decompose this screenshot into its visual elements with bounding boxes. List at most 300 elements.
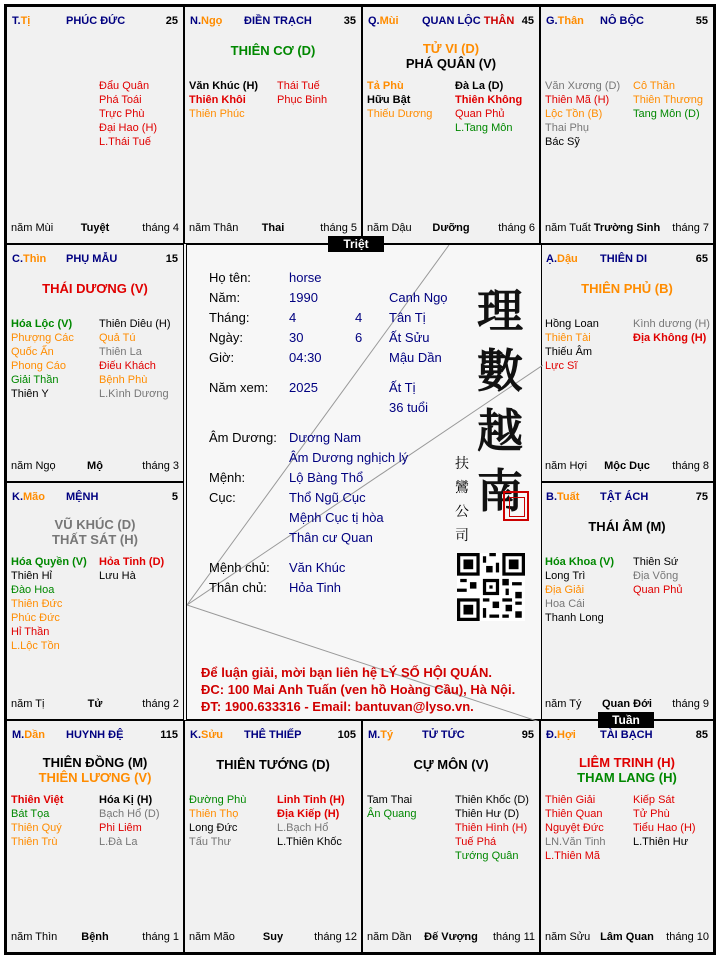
value-menh: Lộ Bàng Thổ [289, 470, 364, 485]
palace-stage: Lâm Quan [600, 931, 654, 943]
palace-position: N. [190, 15, 201, 27]
palace-stage: Dưỡng [432, 222, 470, 234]
minor-star: Đào Hoa [11, 584, 55, 596]
minor-star: Trực Phù [99, 108, 145, 120]
minor-star: Thiên Trù [11, 836, 58, 848]
main-star: VŨ KHÚC (D) [54, 517, 136, 532]
palace-footer [11, 460, 179, 473]
palace-branch: Dậu [557, 253, 578, 265]
palace-number: 115 [160, 729, 178, 741]
seal-stamp-icon [503, 491, 529, 521]
palace-dan[interactable] [6, 720, 184, 953]
palace-month: tháng 1 [142, 931, 179, 943]
palace-branch: Tuất [557, 491, 580, 503]
minor-star: L.Bạch Hổ [277, 822, 329, 834]
palace-footer [545, 460, 709, 473]
minor-star: Thiên Mã (H) [545, 94, 610, 106]
tag-tuan: Tuần [598, 712, 654, 728]
minor-star: Địa Không (H) [633, 332, 707, 344]
left-stars [545, 555, 614, 625]
value-cuc-note2: Thân cư Quan [289, 530, 373, 545]
minor-star: Thiên Tài [545, 332, 591, 344]
palace-year: năm Hợi [545, 460, 588, 472]
minor-star: Hoa Cái [545, 598, 585, 610]
value-day: 30 [289, 330, 304, 345]
palace-name: TỬ TỨC [422, 729, 465, 741]
palace-year: năm Mão [189, 931, 235, 943]
minor-star: Thiên Đức [11, 598, 63, 610]
right-stars [633, 317, 710, 345]
palace-stage: Mộ [87, 460, 103, 472]
palace-position: B. [546, 491, 557, 503]
palace-number: 25 [165, 15, 178, 27]
seal-char-3: 公 [455, 504, 469, 520]
minor-star: Thiên La [99, 346, 142, 358]
minor-star: Điếu Khách [99, 360, 156, 372]
palace-mao[interactable] [6, 482, 184, 720]
calligraphy-char-4: 南 [477, 464, 523, 518]
value-year-lunar: Canh Ngọ [389, 290, 448, 305]
value-month: 4 [289, 310, 297, 325]
minor-star: Quan Phủ [455, 108, 505, 120]
palace-number: 55 [695, 15, 708, 27]
value-amduong-note: Âm Dương nghịch lý [289, 450, 409, 465]
palace-footer [11, 222, 179, 235]
minor-star: Tướng Quân [455, 850, 519, 862]
palace-number: 5 [171, 491, 178, 503]
minor-star: Lưu Hà [99, 570, 136, 582]
value-age: 36 tuổi [389, 400, 429, 415]
minor-star: Thai Phụ [545, 122, 590, 134]
minor-star: Cô Thần [633, 80, 675, 92]
seal-char-2: 鸞 [455, 480, 469, 496]
palace-number: 45 [521, 15, 534, 27]
right-stars [277, 79, 327, 107]
palace-name: ĐIỀN TRẠCH [244, 15, 312, 27]
right-stars [455, 79, 522, 135]
minor-star: Thiên Thương [633, 94, 704, 106]
palace-year: năm Mùi [11, 222, 54, 234]
palace-year: năm Thân [189, 222, 239, 234]
label-month: Tháng: [209, 310, 250, 325]
minor-star: Hữu Bật [367, 94, 411, 106]
minor-star: Bát Tọa [11, 808, 50, 820]
minor-star: Tiểu Hao (H) [633, 822, 696, 834]
minor-star: Phi Liêm [99, 822, 142, 834]
minor-star: L.Thiên Khốc [277, 836, 342, 848]
minor-star: Thiên Việt [11, 794, 64, 806]
palace-branch: Tý [380, 729, 394, 741]
minor-star: Địa Võng [633, 570, 679, 582]
palace-name: TÀI BẠCH [600, 729, 653, 741]
palace-name: PHÚC ĐỨC [66, 15, 126, 27]
palace-header [12, 15, 178, 29]
palace-position: K. [190, 729, 201, 741]
palace-ngo[interactable] [184, 6, 362, 244]
palace-footer [189, 222, 357, 235]
label-menh: Mệnh: [209, 470, 246, 485]
main-star: THIÊN TƯỚNG (D) [216, 757, 330, 772]
palace-stage: Tử [87, 698, 103, 710]
palace-month: tháng 5 [320, 222, 357, 234]
minor-star: Long Trì [545, 570, 586, 582]
palace-branch: Sửu [201, 729, 224, 741]
palace-mui[interactable] [362, 6, 540, 244]
palace-branch: Dần [24, 729, 46, 741]
minor-star: LN.Văn Tinh [545, 836, 606, 848]
minor-star: Nguyệt Đức [545, 822, 604, 834]
minor-star: Quả Tú [99, 332, 136, 344]
palace-number: 65 [695, 253, 708, 265]
label-amduong: Âm Dương: [209, 430, 277, 445]
palace-month: tháng 4 [142, 222, 179, 234]
minor-star: Thiên Diêu (H) [99, 318, 171, 330]
palace-footer [189, 931, 357, 944]
minor-star: Thiếu Âm [545, 346, 593, 358]
left-stars [11, 793, 63, 849]
left-stars [545, 793, 606, 863]
minor-star: Đẩu Quân [99, 80, 150, 92]
minor-star: Quan Phủ [633, 584, 683, 596]
palace-header [12, 491, 178, 505]
palace-footer [545, 931, 709, 944]
palace-name: THÊ THIẾP [244, 729, 302, 741]
palace-stage: Suy [262, 931, 284, 943]
palace-month: tháng 12 [314, 931, 357, 943]
minor-star: Tử Phù [633, 808, 670, 820]
label-than-chu: Thân chủ: [209, 580, 267, 595]
minor-star: Thanh Long [545, 612, 604, 624]
minor-star: Ân Quang [367, 808, 417, 820]
right-stars [633, 79, 703, 121]
contact-line-1: Để luận giải, mời bạn liên hệ LÝ SỐ HỘI QUÁN. [201, 665, 492, 680]
minor-star: Đại Hao (H) [99, 122, 158, 134]
main-star: THIÊN PHỦ (B) [581, 281, 673, 296]
minor-star: Đà La (D) [455, 80, 504, 92]
minor-star: Địa Giải [545, 584, 585, 596]
value-view-year: 2025 [289, 380, 318, 395]
palace-header [368, 15, 534, 29]
palace-position: K. [12, 491, 23, 503]
palace-name: TẬT ÁCH [600, 491, 649, 503]
main-star: CỰ MÔN (V) [413, 757, 489, 772]
minor-star: Thiên Khốc (D) [455, 794, 529, 806]
value-month-lunar: Tân Tị [389, 310, 426, 325]
minor-star: Tấu Thư [189, 836, 232, 848]
value-amduong: Dương Nam [289, 430, 362, 445]
main-star: PHÁ QUÂN (V) [405, 56, 497, 71]
main-star: LIÊM TRINH (H) [578, 755, 676, 770]
palace-month: tháng 2 [142, 698, 179, 710]
palace-year: năm Dần [367, 931, 412, 943]
minor-star: Thiên Không [455, 94, 523, 106]
palace-stage: Bệnh [81, 931, 109, 943]
left-stars [545, 79, 620, 149]
palace-stage: Thai [261, 222, 285, 234]
minor-star: Lộc Tồn (B) [545, 108, 603, 120]
palace-header [12, 729, 178, 743]
palace-month: tháng 11 [492, 931, 535, 943]
palace-month: tháng 6 [498, 222, 535, 234]
palace-position: Đ. [546, 729, 557, 741]
palace-number: 85 [695, 729, 708, 741]
minor-star: Phục Binh [277, 94, 328, 106]
palace-footer [11, 698, 179, 711]
palace-year: năm Tị [11, 698, 45, 710]
value-day-lunar: Ất Sửu [389, 330, 430, 345]
palace-branch: Mão [23, 491, 45, 503]
minor-star: Hóa Lộc (V) [11, 318, 73, 330]
left-stars [189, 79, 258, 121]
palace-branch: Ngọ [201, 15, 223, 27]
minor-star: L.Kình Dương [99, 388, 169, 400]
palace-position: M. [12, 729, 25, 741]
main-star: TỬ VI (D) [422, 41, 480, 56]
seal-char-4: 司 [455, 528, 469, 544]
minor-star: Thiên Quan [545, 808, 603, 820]
palace-month: tháng 10 [666, 931, 709, 943]
palace-than-marker: THÂN [483, 15, 515, 27]
palace-header [546, 253, 708, 267]
palace-year: năm Ngọ [11, 460, 56, 472]
minor-star: Phá Toái [99, 94, 142, 106]
minor-star: L.Đà La [99, 836, 138, 848]
palace-name: HUYNH ĐỆ [66, 729, 124, 741]
right-stars [99, 79, 157, 149]
minor-star: Thiên Hư (D) [455, 808, 520, 820]
minor-star: Thiên Sứ [633, 556, 679, 568]
seal-char-1: 扶 [455, 456, 469, 472]
right-stars [99, 793, 160, 849]
palace-month: tháng 9 [672, 698, 709, 710]
minor-star: Thiên Hình (H) [455, 822, 528, 834]
palace-number: 75 [695, 491, 708, 503]
minor-star: Phượng Các [11, 332, 74, 344]
palace-ti[interactable] [6, 6, 184, 244]
minor-star: Thiên Thọ [189, 808, 239, 820]
palace-position: C. [12, 253, 23, 265]
center-info-panel [186, 244, 542, 720]
calligraphy-char-2: 數 [477, 344, 523, 398]
minor-star: Hồng Loan [545, 318, 599, 330]
main-star: THIÊN LƯƠNG (V) [38, 770, 152, 785]
palace-number: 95 [521, 729, 534, 741]
palace-footer [545, 698, 709, 711]
label-year: Năm: [209, 290, 241, 305]
palace-stage: Đế Vượng [424, 931, 478, 943]
minor-star: Giải Thần [11, 374, 59, 386]
palace-header [546, 729, 708, 743]
palace-branch: Tị [20, 15, 31, 27]
minor-star: Kình dương (H) [633, 318, 710, 330]
minor-star: Quốc Ấn [11, 346, 54, 358]
palace-header [546, 491, 708, 505]
palace-branch: Thìn [23, 253, 47, 265]
minor-star: L.Lộc Tồn [11, 640, 60, 652]
palace-name: QUAN LỘC THÂN [422, 15, 515, 27]
palace-name: NÔ BỘC [600, 15, 644, 27]
tag-triet: Triệt [328, 236, 384, 252]
minor-star: Linh Tinh (H) [277, 794, 345, 806]
minor-star: Phúc Đức [11, 612, 60, 624]
value-menh-chu: Văn Khúc [289, 560, 346, 575]
palace-tuat[interactable] [540, 482, 714, 720]
value-view-year-lunar: Ất Tị [389, 380, 416, 395]
palace-year: năm Tý [545, 698, 582, 710]
minor-star: Bạch Hổ (D) [99, 808, 160, 820]
palace-month: tháng 3 [142, 460, 179, 472]
palace-header [546, 15, 708, 29]
palace-stage: Tuyệt [80, 222, 110, 234]
palace-header [190, 15, 356, 29]
palace-year: năm Tuất [545, 222, 591, 234]
minor-star: Thiên Y [11, 388, 49, 400]
minor-star: Tam Thai [367, 794, 413, 806]
palace-year: năm Dậu [367, 222, 412, 234]
contact-line-3: ĐT: 1900.633316 - Email: bantuvan@lyso.vn. [201, 699, 474, 714]
label-view-year: Năm xem: [209, 380, 269, 395]
main-star: THẤT SÁT (H) [52, 532, 138, 547]
left-stars [367, 79, 432, 121]
left-stars [11, 317, 74, 401]
value-than-chu: Hỏa Tinh [289, 580, 342, 595]
value-hour: 04:30 [289, 350, 322, 365]
minor-star: Hóa Quyền (V) [11, 556, 87, 568]
palace-branch: Hợi [557, 729, 576, 741]
palace-position: G. [546, 15, 558, 27]
minor-star: Đường Phù [189, 794, 247, 806]
palace-month: tháng 7 [672, 222, 709, 234]
palace-name: MỆNH [66, 491, 99, 503]
main-star: THAM LANG (H) [577, 770, 677, 785]
minor-star: Phong Cáo [11, 360, 67, 372]
minor-star: Thiên Giải [545, 794, 596, 806]
left-stars [545, 317, 599, 373]
main-star: THÁI DƯƠNG (V) [42, 281, 148, 296]
palace-year: năm Sửu [545, 931, 591, 943]
minor-star: Hỉ Thần [11, 626, 50, 638]
main-star: THIÊN CƠ (D) [230, 43, 316, 58]
label-menh-chu: Mệnh chủ: [209, 560, 270, 575]
right-stars [455, 793, 529, 863]
left-stars [11, 555, 87, 653]
minor-star: L.Thiên Mã [545, 850, 601, 862]
minor-star: Long Đức [189, 822, 238, 834]
minor-star: Thiên Khôi [189, 94, 246, 106]
minor-star: Thiên Quý [11, 822, 62, 834]
palace-footer [367, 222, 535, 235]
minor-star: L.Thiên Hư [633, 836, 689, 848]
palace-footer [367, 931, 535, 944]
palace-thin[interactable] [6, 244, 184, 482]
palace-header [12, 253, 178, 267]
calligraphy-char-1: 理 [477, 284, 523, 338]
main-star: THÁI ÂM (M) [588, 519, 666, 534]
minor-star: Địa Kiếp (H) [277, 808, 340, 820]
palace-than[interactable] [540, 6, 714, 244]
palace-header [190, 729, 356, 743]
value-cuc-note1: Mệnh Cục tị hòa [289, 510, 384, 525]
palace-stage: Quan Đới [602, 698, 652, 710]
palace-year: năm Thìn [11, 931, 58, 943]
palace-header [368, 729, 534, 743]
label-name: Họ tên: [209, 270, 251, 285]
minor-star: Kiếp Sát [633, 794, 675, 806]
contact-line-2: ĐC: 100 Mai Anh Tuấn (ven hồ Hoàng Cầu), Hà Nội. [201, 682, 516, 697]
right-stars [99, 317, 171, 401]
minor-star: Bệnh Phù [99, 374, 148, 386]
minor-star: Thiên Hỉ [11, 570, 52, 582]
palace-position: M. [368, 729, 381, 741]
minor-star: L.Thái Tuế [99, 136, 151, 148]
minor-star: Văn Xương (D) [545, 80, 621, 92]
palace-ty[interactable] [362, 720, 540, 953]
minor-star: Tang Môn (D) [633, 108, 700, 120]
left-stars [189, 793, 246, 849]
minor-star: Hóa Khoa (V) [545, 556, 615, 568]
minor-star: Thái Tuế [277, 80, 320, 92]
value-year: 1990 [289, 290, 318, 305]
value-hour-lunar: Mậu Dần [389, 350, 442, 365]
value-day-lunar-num: 6 [355, 330, 363, 345]
minor-star: Văn Khúc (H) [189, 80, 259, 92]
palace-month: tháng 8 [672, 460, 709, 472]
palace-name: PHỤ MẪU [66, 253, 118, 265]
right-stars [99, 555, 164, 583]
main-star: THIÊN ĐỒNG (M) [42, 755, 148, 770]
palace-number: 15 [165, 253, 178, 265]
palace-name: THIÊN DI [600, 253, 648, 265]
palace-branch: Thân [557, 15, 584, 27]
minor-star: Thiếu Dương [367, 108, 433, 120]
qr-code-icon[interactable] [457, 553, 525, 621]
value-cuc: Thổ Ngũ Cục [289, 490, 366, 505]
minor-star: Hỏa Tinh (D) [99, 556, 165, 568]
palace-position: T. [12, 15, 21, 27]
palace-stage: Trường Sinh [593, 222, 661, 234]
palace-hoi[interactable] [540, 720, 714, 953]
minor-star: Tuế Phá [455, 836, 497, 848]
label-day: Ngày: [209, 330, 243, 345]
palace-footer [545, 222, 709, 235]
palace-number: 35 [343, 15, 356, 27]
minor-star: Hóa Kị (H) [99, 794, 153, 806]
palace-number: 105 [337, 729, 356, 741]
astrology-chart [4, 4, 716, 955]
right-stars [633, 555, 683, 597]
minor-star: Tả Phù [367, 80, 404, 92]
palace-footer [11, 931, 179, 944]
minor-star: L.Tang Môn [455, 122, 513, 134]
value-month-lunar-num: 4 [355, 310, 363, 325]
label-hour: Giờ: [209, 350, 235, 365]
palace-stage: Mộc Dục [604, 460, 650, 472]
palace-suu[interactable] [184, 720, 362, 953]
minor-star: Thiên Phúc [189, 108, 245, 120]
minor-star: Lực Sĩ [545, 360, 578, 372]
palace-branch: Mùi [379, 15, 399, 27]
calligraphy-char-3: 越 [477, 404, 523, 458]
right-stars [633, 793, 696, 849]
right-stars [277, 793, 345, 849]
label-cuc: Cục: [209, 490, 236, 505]
minor-star: Bác Sỹ [545, 136, 580, 148]
palace-position: Ạ. [546, 253, 557, 265]
value-name: horse [289, 270, 322, 285]
palace-dau[interactable] [540, 244, 714, 482]
palace-position: Q. [368, 15, 380, 27]
left-stars [367, 793, 417, 821]
